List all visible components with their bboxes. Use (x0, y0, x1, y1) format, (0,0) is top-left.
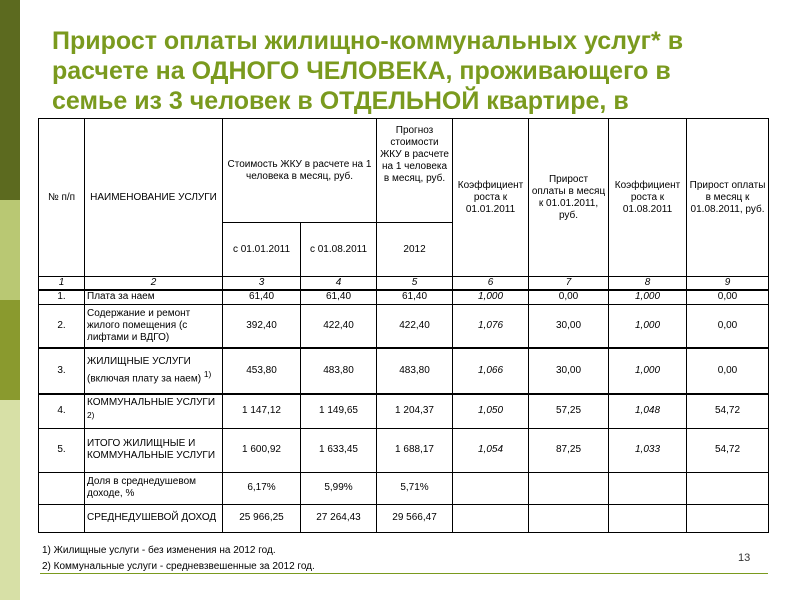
row-service-name: СРЕДНЕДУШЕВОЙ ДОХОД (85, 504, 223, 532)
row-growth-aug (687, 504, 769, 532)
table-row (39, 428, 769, 472)
row-forecast: 483,80 (377, 348, 453, 394)
title-line: Прирост оплаты жилищно-коммунальных услуг* в (52, 27, 684, 55)
header-growth-aug: Прирост оплаты в месяц к 01.08.2011, руб. (687, 119, 769, 277)
row-cost-jan: 6,17% (223, 472, 301, 504)
row-growth-jan: 87,25 (529, 428, 609, 472)
row-service-name: Плата за наем (85, 290, 223, 304)
row-coef-aug (609, 472, 687, 504)
row-coef-aug: 1,000 (609, 304, 687, 348)
header-name: НАИМЕНОВАНИЕ УСЛУГИ (85, 119, 223, 277)
row-cost-jan: 25 966,25 (223, 504, 301, 532)
side-bar-segment-light (0, 200, 20, 300)
row-coef-jan: 1,050 (453, 394, 529, 428)
row-num: 2. (39, 304, 85, 348)
table-row (39, 472, 769, 504)
table-row (39, 304, 769, 348)
row-service-name-note: (включая плату за наем) (87, 373, 202, 385)
row-service-name: Доля в среднедушевом доходе, % (85, 472, 223, 504)
column-number: 7 (529, 277, 609, 291)
row-num: 3. (39, 348, 85, 394)
header-row-main (39, 119, 769, 223)
column-number: 5 (377, 277, 453, 291)
row-service-name: ИТОГО ЖИЛИЩНЫЕ И КОММУНАЛЬНЫЕ УСЛУГИ (85, 428, 223, 472)
row-forecast: 61,40 (377, 290, 453, 304)
row-forecast: 1 204,37 (377, 394, 453, 428)
row-cost-aug: 61,40 (301, 290, 377, 304)
header-coef-aug: Коэффициент роста к 01.08.2011 (609, 119, 687, 277)
row-growth-jan: 0,00 (529, 290, 609, 304)
row-num (39, 472, 85, 504)
row-num: 4. (39, 394, 85, 428)
row-growth-jan (529, 472, 609, 504)
row-growth-aug: 0,00 (687, 304, 769, 348)
footnote-marker: 2) (87, 409, 95, 420)
header-date-jan: с 01.01.2011 (223, 223, 301, 277)
header-date-aug: с 01.08.2011 (301, 223, 377, 277)
page-number: 13 (738, 552, 751, 564)
row-growth-aug: 54,72 (687, 394, 769, 428)
row-coef-aug: 1,033 (609, 428, 687, 472)
row-forecast: 1 688,17 (377, 428, 453, 472)
row-growth-jan: 57,25 (529, 394, 609, 428)
row-growth-aug (687, 472, 769, 504)
column-number: 9 (687, 277, 769, 291)
row-service-name-main: ЖИЛИЩНЫЕ УСЛУГИ (87, 356, 191, 368)
bottom-divider (40, 573, 768, 574)
footnote: 2) Коммунальные услуги - средневзвешенные за 2012 год. (42, 561, 315, 572)
row-cost-aug: 1 633,45 (301, 428, 377, 472)
row-coef-aug: 1,000 (609, 348, 687, 394)
row-cost-jan: 1 147,12 (223, 394, 301, 428)
row-coef-aug (609, 504, 687, 532)
row-forecast: 422,40 (377, 304, 453, 348)
row-service-name: Содержание и ремонт жилого помещения (с лифтами и ВДГО) (85, 304, 223, 348)
row-growth-aug: 0,00 (687, 290, 769, 304)
side-bar-segment-dark (0, 0, 20, 200)
row-coef-jan: 1,066 (453, 348, 529, 394)
row-growth-aug: 54,72 (687, 428, 769, 472)
row-cost-jan: 61,40 (223, 290, 301, 304)
header-growth-jan: Прирост оплаты в месяц к 01.01.2011, руб. (529, 119, 609, 277)
title-line: семье из 3 человек в ОТДЕЛЬНОЙ квартире, в (52, 87, 629, 115)
row-coef-jan: 1,000 (453, 290, 529, 304)
row-coef-jan: 1,054 (453, 428, 529, 472)
row-cost-aug: 5,99% (301, 472, 377, 504)
row-num: 5. (39, 428, 85, 472)
row-num: 1. (39, 290, 85, 304)
column-number: 3 (223, 277, 301, 291)
row-growth-jan (529, 504, 609, 532)
column-number-row (39, 277, 769, 291)
table-row (39, 504, 769, 532)
header-forecast: Прогноз стоимости ЖКУ в расчете на 1 человека в месяц, руб. (377, 119, 453, 223)
row-coef-jan (453, 504, 529, 532)
row-service-name-main: КОММУНАЛЬНЫЕ УСЛУГИ (87, 396, 216, 408)
row-growth-aug: 0,00 (687, 348, 769, 394)
tariff-table-container (38, 118, 768, 533)
row-cost-aug: 422,40 (301, 304, 377, 348)
column-number: 8 (609, 277, 687, 291)
footnote-marker: 1) (203, 369, 212, 380)
column-number: 1 (39, 277, 85, 291)
row-service-name (85, 394, 223, 428)
row-cost-jan: 392,40 (223, 304, 301, 348)
row-num (39, 504, 85, 532)
row-cost-jan: 1 600,92 (223, 428, 301, 472)
table-row (39, 290, 769, 304)
slide-title (52, 26, 772, 120)
row-growth-jan: 30,00 (529, 348, 609, 394)
header-coef-jan: Коэффициент роста к 01.01.2011 (453, 119, 529, 277)
footnote: 1) Жилищные услуги - без изменения на 2012 год. (42, 545, 276, 556)
row-coef-aug: 1,000 (609, 290, 687, 304)
row-cost-aug: 483,80 (301, 348, 377, 394)
row-cost-aug: 27 264,43 (301, 504, 377, 532)
header-cost: Стоимость ЖКУ в расчете на 1 человека в месяц, руб. (223, 119, 377, 223)
row-coef-jan: 1,076 (453, 304, 529, 348)
row-coef-aug: 1,048 (609, 394, 687, 428)
title-line: расчете на ОДНОГО ЧЕЛОВЕКА, проживающего в (52, 57, 671, 85)
tariff-table (38, 118, 769, 533)
table-row (39, 394, 769, 428)
row-growth-jan: 30,00 (529, 304, 609, 348)
header-num: № п/п (39, 119, 85, 277)
side-bar-segment-mid (0, 300, 20, 400)
row-forecast: 29 566,47 (377, 504, 453, 532)
header-year: 2012 (377, 223, 453, 277)
column-number: 2 (85, 277, 223, 291)
side-bar-segment-pale (0, 400, 20, 600)
column-number: 4 (301, 277, 377, 291)
table-row (39, 348, 769, 394)
row-service-name (85, 348, 223, 394)
row-cost-aug: 1 149,65 (301, 394, 377, 428)
decorative-side-bar (0, 0, 20, 600)
row-forecast: 5,71% (377, 472, 453, 504)
row-cost-jan: 453,80 (223, 348, 301, 394)
row-coef-jan (453, 472, 529, 504)
column-number: 6 (453, 277, 529, 291)
